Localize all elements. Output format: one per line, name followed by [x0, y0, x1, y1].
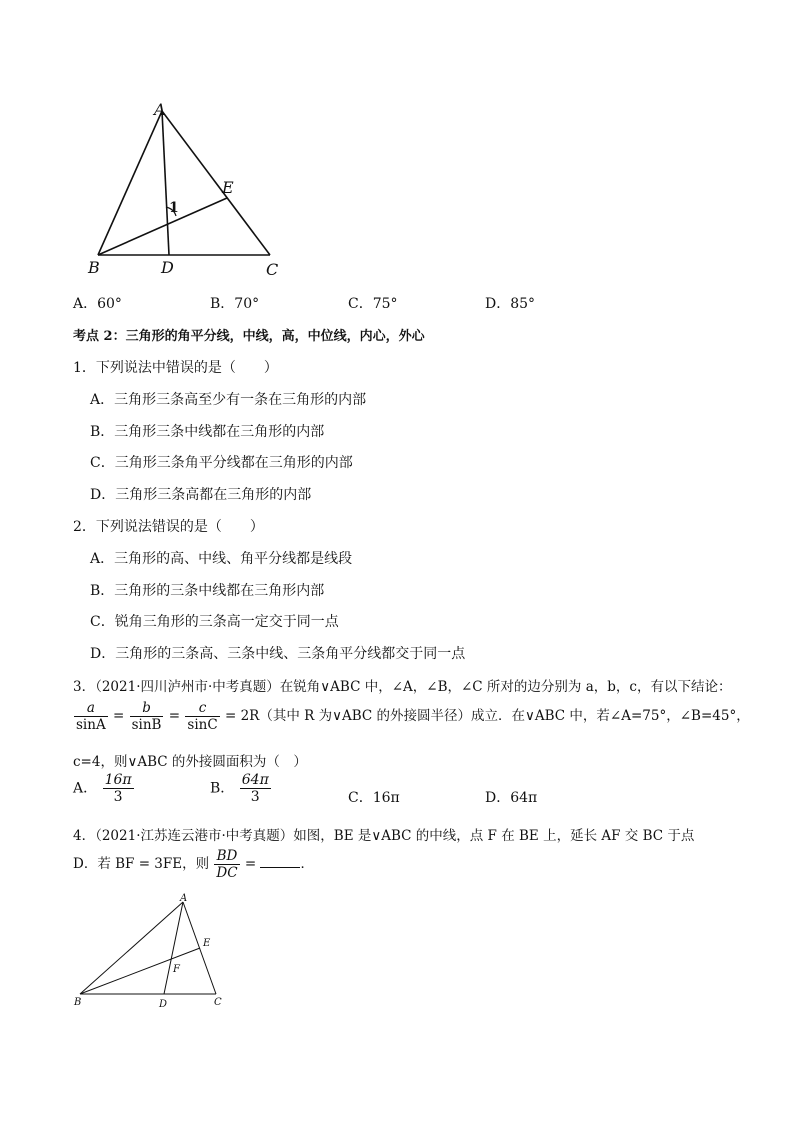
- q3-line2: [73, 700, 750, 733]
- q1-option-c: C．三角形三条角平分线都在三角形的内部: [90, 455, 353, 471]
- q3-line1: 3．（2021·四川泸州市·中考真题）在锐角∨ABC 中，∠A，∠B，∠C 所对的边分别为 a，b，c，有以下结论：: [73, 679, 732, 695]
- label-c: C: [266, 260, 279, 279]
- label-b: B: [88, 258, 100, 277]
- q2-option-c: C．锐角三角形的三条高一定交于同一点: [90, 614, 339, 630]
- q3-frac3-den: sinC: [187, 717, 218, 733]
- q3-frac3-num: c: [185, 700, 219, 717]
- label-a: A: [154, 100, 166, 119]
- q3-option-b-den: 3: [250, 789, 260, 805]
- line-be: [98, 198, 227, 255]
- label-d: D: [161, 258, 174, 277]
- q3-frac1-num: a: [74, 700, 108, 717]
- q4-line2-pre: D．若 BF = 3FE，则: [73, 856, 210, 872]
- q4-equals: =: [244, 856, 257, 872]
- q3-option-a-num: 16π: [104, 772, 132, 788]
- section-heading: 考点 2：三角形的角平分线，中线，高，中位线，内心，外心: [73, 329, 425, 344]
- q3-frac2-num: b: [130, 700, 164, 717]
- prev-option-a: A．60°: [73, 296, 122, 312]
- side-ab: [80, 902, 183, 994]
- answer-blank[interactable]: [260, 855, 300, 868]
- q4-frac-num: BD: [214, 848, 239, 865]
- q3-option-b-label: B．: [210, 780, 235, 797]
- prev-option-b: B．70°: [210, 296, 260, 312]
- q3-frac1-den: sinA: [76, 717, 106, 733]
- label-e: E: [222, 178, 234, 197]
- q3-option-b-num: 64π: [241, 772, 269, 788]
- q2-option-b: B．三角形的三条中线都在三角形内部: [90, 583, 325, 599]
- side-ab: [98, 111, 162, 255]
- label-c: C: [214, 997, 222, 1008]
- q1-stem: 1．下列说法中错误的是（ ）: [73, 360, 278, 376]
- label-a: A: [180, 893, 188, 904]
- q3-option-d: D．64π: [485, 790, 538, 806]
- triangle-figure-1: [80, 95, 300, 285]
- q1-option-a: A．三角形三条高至少有一条在三角形的内部: [90, 392, 367, 408]
- q3-option-b: [210, 772, 272, 805]
- side-ac: [162, 111, 270, 255]
- q3-eq1: =: [113, 708, 125, 724]
- q1-option-b: B．三角形三条中线都在三角形的内部: [90, 424, 325, 440]
- q3-option-a: [73, 772, 135, 805]
- label-d: D: [159, 999, 168, 1010]
- q3-line2-rest: = 2R（其中 R 为∨ABC 的外接圆半径）成立．在∨ABC 中，若∠A=75°，∠B=45°，: [224, 708, 750, 724]
- q3-eq2: =: [168, 708, 181, 724]
- q2-stem: 2．下列说法错误的是（ ）: [73, 519, 264, 535]
- q4-frac-den: DC: [216, 865, 238, 881]
- q2-option-d: D．三角形的三条高、三条中线、三条角平分线都交于同一点: [90, 646, 466, 662]
- q4-period: ．: [300, 856, 314, 872]
- q1-option-d: D．三角形三条高都在三角形的内部: [90, 487, 312, 503]
- label-b: B: [74, 997, 82, 1008]
- q3-option-a-label: A．: [73, 780, 98, 797]
- q4-line2: [73, 848, 314, 881]
- q3-line3: c=4，则∨ABC 的外接圆面积为（ ）: [73, 754, 307, 770]
- q2-option-a: A．三角形的高、中线、角平分线都是线段: [90, 551, 353, 567]
- triangle-figure-2: [70, 890, 240, 1015]
- prev-option-d: D．85°: [485, 296, 536, 312]
- q3-option-c: C．16π: [348, 790, 400, 806]
- line-be: [80, 948, 200, 994]
- q3-frac2-den: sinB: [131, 717, 162, 733]
- label-angle-1: 1: [169, 200, 179, 216]
- prev-option-c: C．75°: [348, 296, 398, 312]
- q3-option-a-den: 3: [113, 789, 123, 805]
- line-ad: [162, 111, 169, 255]
- label-e: E: [203, 938, 211, 949]
- q4-line1: 4．（2021·江苏连云港市·中考真题）如图，BE 是∨ABC 的中线，点 F 在 BE 上，延长 AF 交 BC 于点: [73, 828, 695, 844]
- label-f: F: [173, 964, 180, 975]
